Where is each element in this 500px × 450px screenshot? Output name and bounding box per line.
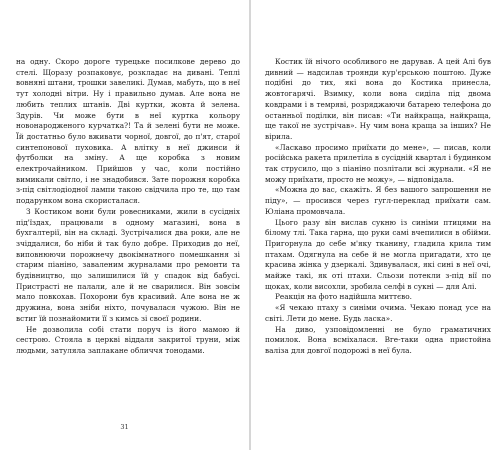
paragraph: «Можна до вас, скажіть. Я без вашого запрошення не піду», — просився через гугл-переклад приїхати сам. Юліана промовчала. bbox=[265, 185, 491, 216]
paragraph: «Ласкаво просимо приїхати до мене», — писав, коли російська ракета прилетіла в сусідній квартал і будинком так струсило, що з піаніно позлітали всі журнали. «Я не можу приїхати, просто не можу», — відповідала. bbox=[265, 142, 491, 184]
right-page bbox=[251, 0, 500, 450]
paragraph: Не дозволила собі стати поруч із його мамою й сестрою. Стояла в церкві віддаля закритої труни, між людьми, затуляла заплакане обличчя тонодами. bbox=[16, 324, 240, 355]
left-page bbox=[0, 0, 249, 450]
left-page-text bbox=[16, 57, 240, 357]
paragraph: З Костиком вони були ровесниками, жили в сусідніх під'їздах, працювали в одному магазині, вона в бухгалтерії, він на складі. Зустрічалися два роки, але не зчіддалися, бо ніби й так було добре. Приходив до неї, виповнюючи порожнечу двокімнатного помешкання зі старим піаніно, заваленим журналами про ремонти та будівництво, що залишилися їй у спадок від бабусі. Пристрасті не палали, але й не сварилися. Він зовсім мало повкохав. Похорони був красивий. Але вона не ж дружина, вона зніби ніхто, почувалася чужою. Він не встиг їй познайомити її з кимсь зі своєї родини. bbox=[16, 206, 240, 323]
right-page-text bbox=[265, 57, 491, 357]
paragraph: Реакція на фото надійшла миттєво. bbox=[275, 292, 412, 302]
paragraph: На диво, узповідомленні не було граматичних помилок. Вона всміхалася. Вге-таки одна пристойна валіза для довгої подорожі в неї була. bbox=[265, 324, 491, 355]
paragraph: Костик їй нічого особливого не дарував. А цей Алі був дивний — надсилав троянди кур'єрською поштою. Дуже подібні до тих, які вона до Костика принесла, жовтогарячі. Взимку, коли вона сиділа під двома ковдрами і в темряві, розряджаючи батарею телефона до останньої поділки, він писав: «Ти найкраща, найкраща, ще такої не зустрічав». Ну чим вона краща за інших? Не вірила. bbox=[265, 57, 491, 141]
paragraph: на одну. Скоро дороге турецьке посилкове дерево до стелі. Щоразу розпаковує, розкладає на дивані. Теплі вовняні штани, трошки завеликі. Думав, мабуть, що в неї тут холодні вітри. Ну і правильно думав. Але вона не любить теплих штанів. Дві куртки, жовта й зелена. Здурів. Чи може бути в неї куртка кольору новонародженого курчатка?! Та й зелені бути не може. Їй достатньо було вживати чорної, довгої, до п'ят, старої синтепонової пуховика. А влітку в неї джинси й футболки на зміну. А ще коробка з новим електрочайником. Прийшов у час, коли постійно вимикали світло, і не знадобився. Зате порожня коробка з-під світлодіодної лампи такою свідчила про те, що там подарунком вона скористалася. bbox=[16, 57, 240, 206]
page-number: 31 bbox=[120, 423, 129, 431]
paragraph: Цього разу він вислав сукню із синіми птицями на білому тлі. Така гарна, що руки самі вчепилися в обійми. Пригорнула до себе м'яку тканину, гладила крила тим птахам. Одягнула на себе й не могла пригадати, хто це красива жінка у дзеркалі. Здивувалася, які сині в неї очі, майже такі, як оті птахи. Сльози потекли з-під вії по щоках, коли висохли, зробила селфі в сукні — для Алі. bbox=[265, 217, 491, 291]
paragraph: «Я чекаю птаху з синіми очима. Чекаю понад усе на світі. Лети до мене. Будь ласка». bbox=[265, 303, 491, 323]
